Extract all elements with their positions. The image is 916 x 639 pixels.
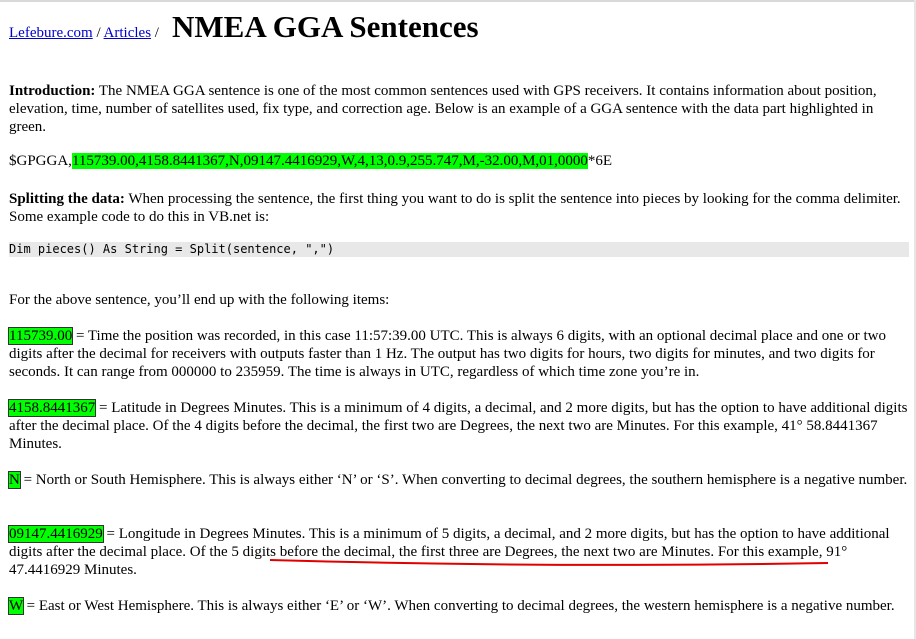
example-sentence bbox=[9, 152, 612, 170]
split-text: When processing the sentence, the first thing you want to do is split the sentence into pieces by looking for the comma delimiter. Some example code to do this in VB.net is: bbox=[9, 191, 901, 225]
item-longitude bbox=[9, 525, 909, 579]
item-ew-hemisphere bbox=[9, 597, 909, 615]
item-description: = Longitude in Degrees Minutes. This is a minimum of 5 digits, a decimal, and 2 more digits, but has the option to have additional digits after the decimal place. Of the 5 digits before the decimal, the first three are Degrees, the next two are Minutes. For this example, 91° 47.4416929 Minutes. bbox=[9, 526, 890, 578]
page-title: NMEA GGA Sentences bbox=[172, 9, 479, 44]
split-label: Splitting the data: bbox=[9, 191, 125, 207]
sentence-checksum: *6E bbox=[587, 153, 613, 169]
items-intro: For the above sentence, you’ll end up with the following items: bbox=[9, 292, 390, 308]
page-header bbox=[9, 0, 909, 50]
item-value-highlight: 115739.00 bbox=[9, 328, 73, 344]
breadcrumb bbox=[9, 24, 159, 42]
item-value-highlight: 09147.4416929 bbox=[9, 526, 103, 542]
item-description: = East or West Hemisphere. This is always either ‘E’ or ‘W’. When converting to decimal degrees, the western hemisphere is a negative number. bbox=[22, 598, 895, 614]
breadcrumb-separator: / bbox=[92, 25, 104, 41]
item-description: = North or South Hemisphere. This is always either ‘N’ or ‘S’. When converting to decimal degrees, the southern hemisphere is a negative number. bbox=[19, 472, 908, 488]
code-block: Dim pieces() As String = Split(sentence, ",") bbox=[9, 242, 909, 257]
breadcrumb-home-link[interactable]: Lefebure.com bbox=[9, 25, 93, 41]
split-paragraph bbox=[9, 190, 909, 226]
breadcrumb-separator: / bbox=[151, 25, 159, 41]
item-latitude bbox=[9, 399, 909, 453]
breadcrumb-articles-link[interactable]: Articles bbox=[103, 25, 152, 41]
item-ns-hemisphere bbox=[9, 471, 909, 489]
intro-paragraph bbox=[9, 82, 909, 136]
article bbox=[9, 0, 909, 614]
item-time bbox=[9, 327, 909, 381]
item-value-highlight: N bbox=[9, 472, 20, 488]
sentence-data-highlight: 115739.00,4158.8441367,N,09147.4416929,W,4,13,0.9,255.747,M,-32.00,M,01,0000 bbox=[71, 153, 588, 169]
item-value-highlight: W bbox=[9, 598, 23, 614]
intro-label: Introduction: bbox=[9, 83, 96, 99]
item-description: = Time the position was recorded, in this case 11:57:39.00 UTC. This is always 6 digits, with an optional decimal place and one or two digits after the decimal for receivers with outputs faster than 1 Hz. The output has two digits for hours, two digits for minutes, and two digits for seconds. It can range from 000000 to 235959. The time is always in UTC, regardless of which time zone you’re in. bbox=[9, 328, 886, 380]
item-description: = Latitude in Degrees Minutes. This is a minimum of 4 digits, a decimal, and 2 more digits, but has the option to have additional digits after the decimal place. Of the 4 digits before the decimal, the first two are Degrees, the next two are Minutes. For this example, 41° 58.8441367 Minutes. bbox=[9, 400, 908, 452]
intro-text: The NMEA GGA sentence is one of the most common sentences used with GPS receivers. It contains information about position, elevation, time, number of satellites used, fix type, and correction age. Below is an example of a GGA sentence with the data part highlighted in green. bbox=[9, 83, 877, 135]
sentence-prefix: $GPGGA, bbox=[9, 153, 72, 169]
item-value-highlight: 4158.8441367 bbox=[9, 400, 96, 416]
